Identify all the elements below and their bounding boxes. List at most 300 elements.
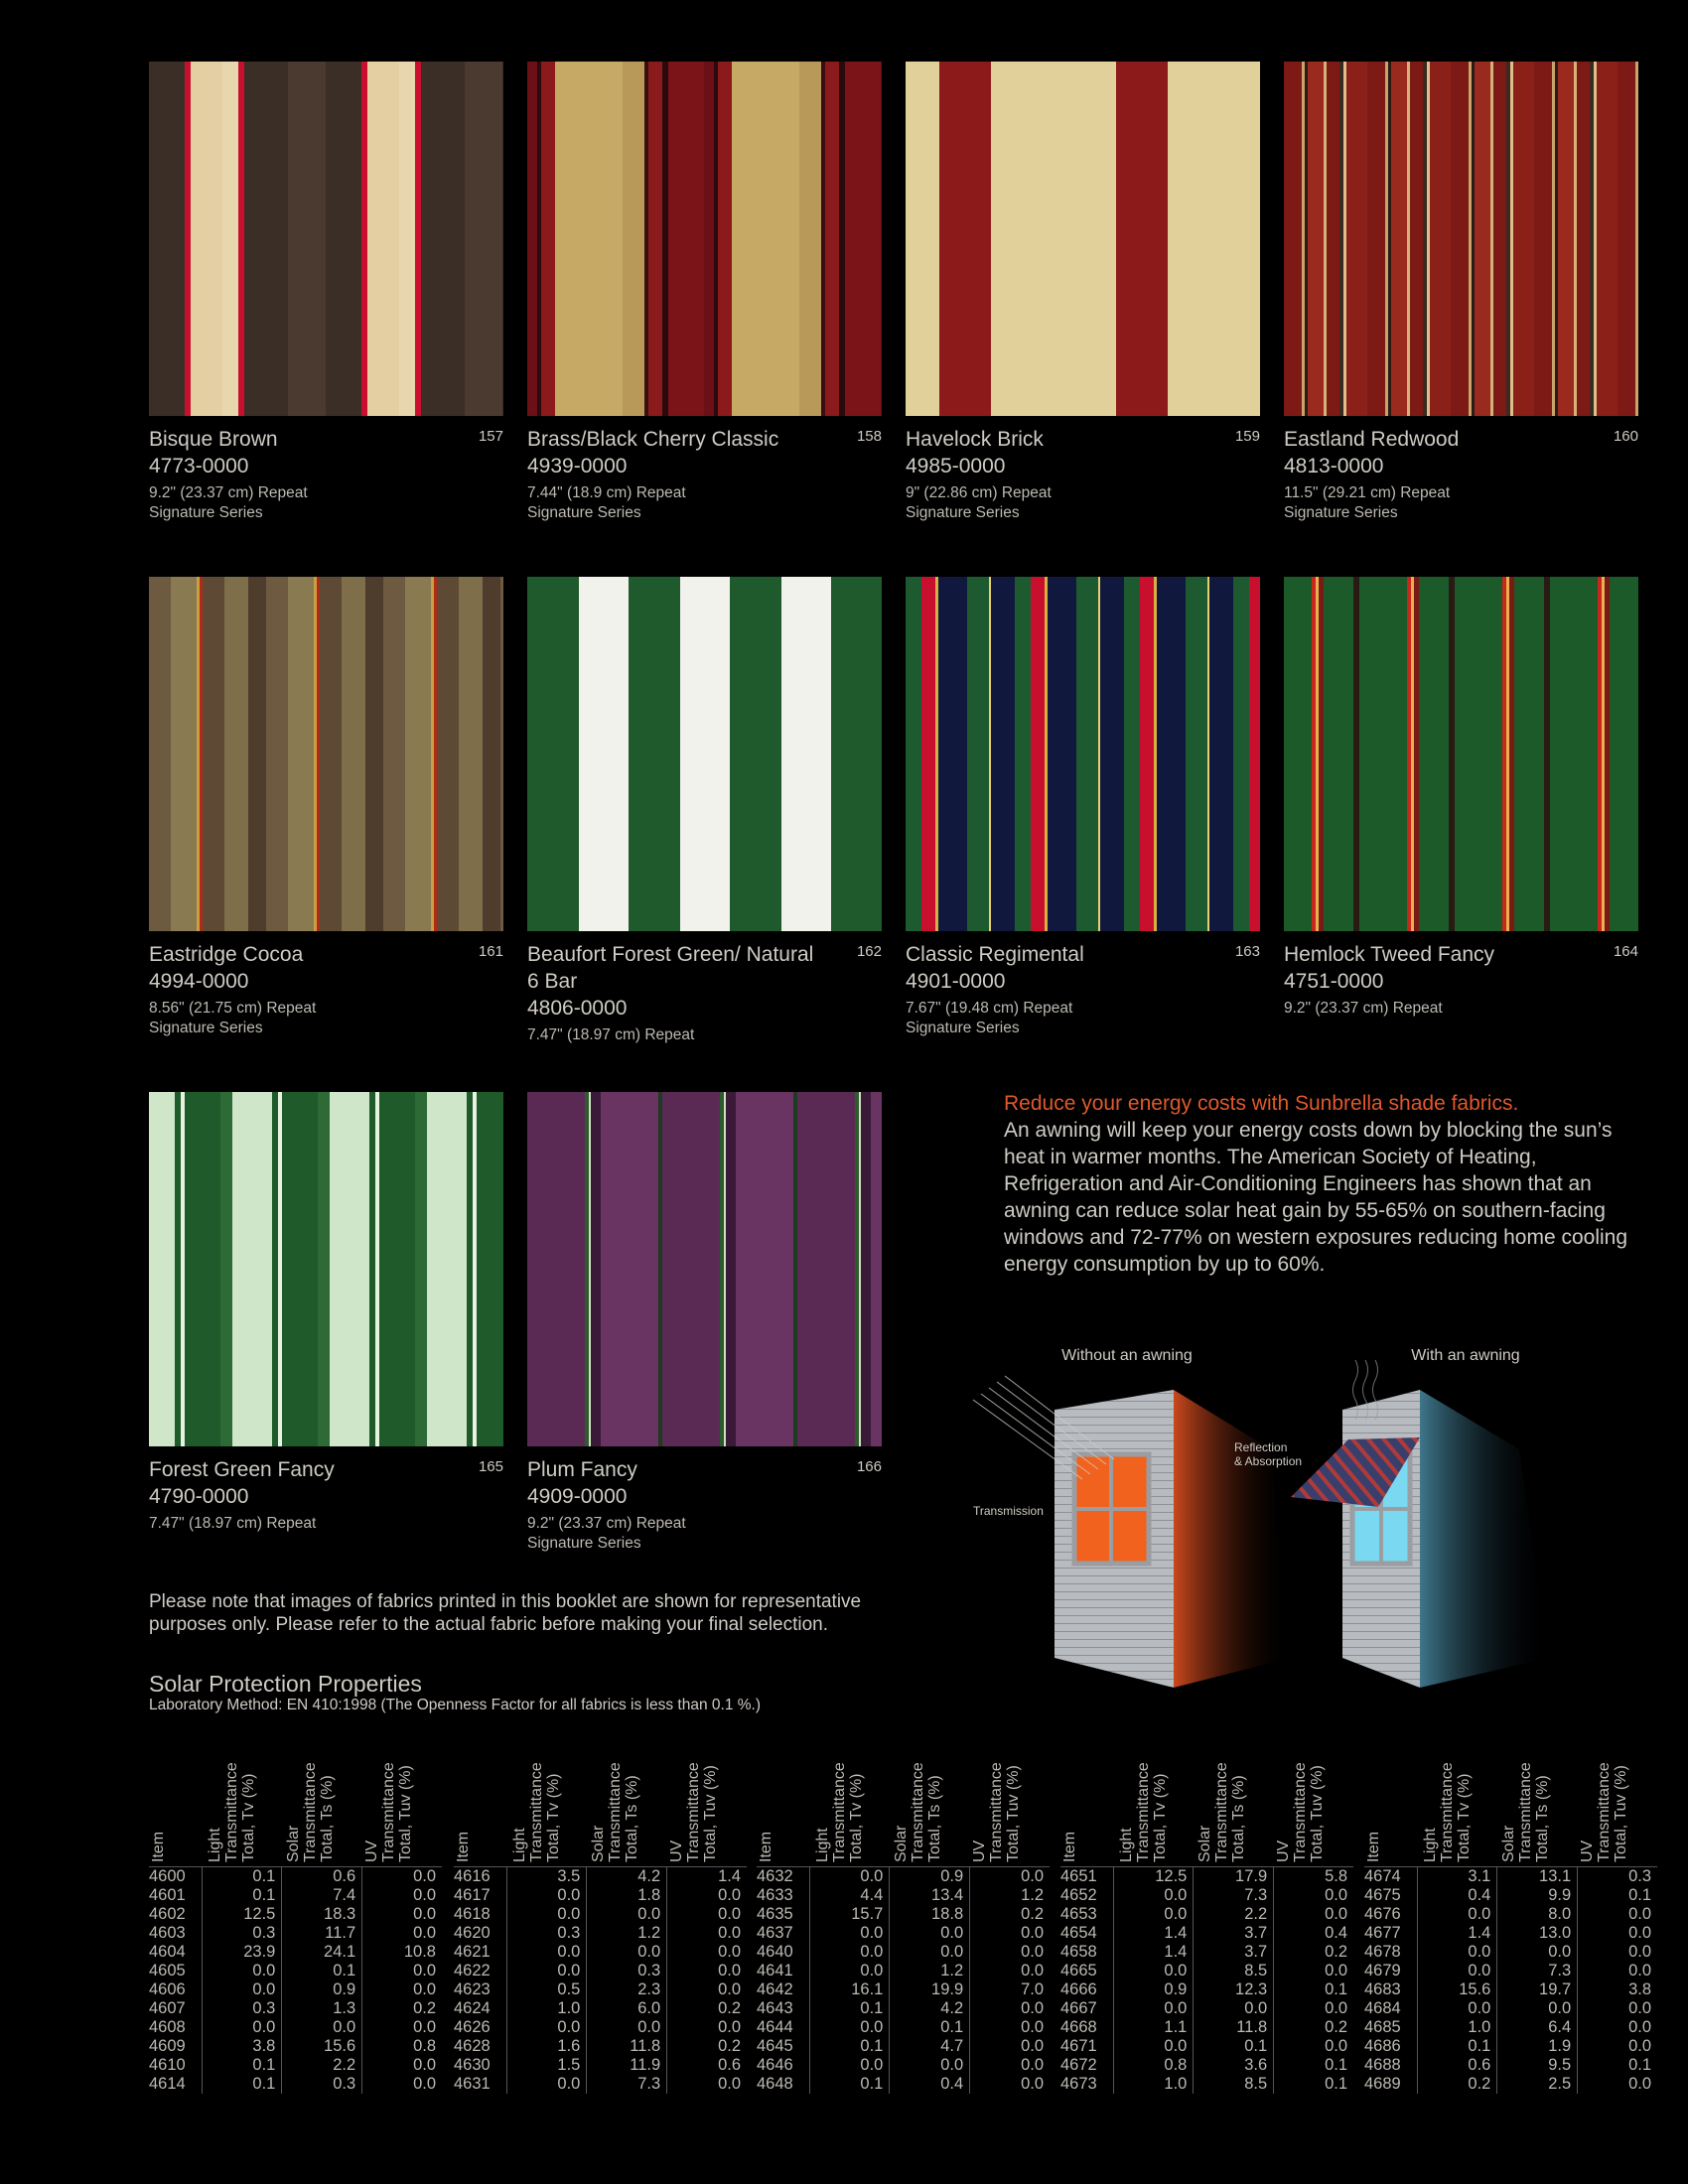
table-row <box>1060 1924 1353 1943</box>
item-cell: 4640 <box>757 1943 793 1961</box>
swatch-card <box>527 62 882 523</box>
value-cell: 1.0 <box>1113 2075 1194 2094</box>
item-cell: 4679 <box>1364 1962 1401 1979</box>
solar-table <box>757 1867 1050 2094</box>
table-row <box>1364 1943 1657 1962</box>
fabric-name: Eastland Redwood <box>1284 428 1460 451</box>
disclaimer-note: Please note that images of fabrics printed in this booklet are shown for representative purposes only. Please refer to the actual fabric before making your final selection. <box>149 1591 862 1635</box>
value-cell: 1.5 <box>506 2056 587 2075</box>
value-cell: 0.0 <box>506 1943 587 1962</box>
solar-table <box>149 1867 442 2094</box>
value-cell: 8.0 <box>1497 1905 1578 1924</box>
swatch-card <box>149 577 503 1038</box>
item-cell: 4666 <box>1060 1980 1097 1998</box>
table-row <box>149 1924 442 1943</box>
value-cell: 0.0 <box>667 1886 747 1905</box>
item-cell: 4604 <box>149 1943 186 1961</box>
value-cell: 0.1 <box>1274 1980 1353 1999</box>
table-row <box>149 1886 442 1905</box>
fabric-name: Brass/Black Cherry Classic <box>527 428 779 451</box>
item-cell: 4628 <box>454 2037 491 2055</box>
value-cell: 24.1 <box>282 1943 362 1962</box>
value-cell: 23.9 <box>202 1943 282 1962</box>
fabric-name: Havelock Brick <box>906 428 1044 451</box>
value-cell: 15.6 <box>1417 1980 1497 1999</box>
solar-method: Laboratory Method: EN 410:1998 (The Openness Factor for all fabrics is less than 0.1 %.) <box>149 1697 762 1713</box>
solar-table-group <box>757 1745 1050 2094</box>
item-cell: 4674 <box>1364 1867 1401 1885</box>
value-cell: 0.0 <box>1578 2075 1657 2094</box>
item-cell: 4668 <box>1060 2018 1097 2036</box>
value-cell: 0.2 <box>667 1999 747 2018</box>
item-cell: 4683 <box>1364 1980 1401 1998</box>
fabric-series: Signature Series <box>906 1020 1020 1036</box>
item-cell: 4677 <box>1364 1924 1401 1942</box>
value-cell: 0.0 <box>506 1905 587 1924</box>
swatch-card <box>1284 62 1638 523</box>
value-cell: 0.0 <box>1113 1886 1194 1905</box>
table-row <box>1060 2056 1353 2075</box>
item-cell: 4620 <box>454 1924 491 1942</box>
swatch-card <box>149 62 503 523</box>
item-cell: 4605 <box>149 1962 186 1979</box>
solar-header-cell: Light Transmittance Total, Tv (%) <box>1118 1762 1169 1862</box>
value-cell: 18.3 <box>282 1905 362 1924</box>
item-cell: 4652 <box>1060 1886 1097 1904</box>
fabric-swatch-image <box>1284 577 1638 931</box>
value-cell: 0.3 <box>587 1962 667 1980</box>
value-cell: 0.0 <box>667 1980 747 1999</box>
item-cell: 4617 <box>454 1886 491 1904</box>
item-cell: 4618 <box>454 1905 491 1923</box>
item-cell: 4689 <box>1364 2075 1401 2093</box>
fabric-swatch-image <box>527 577 882 931</box>
value-cell: 15.6 <box>282 2037 362 2056</box>
fabric-repeat: 9.2" (23.37 cm) Repeat <box>1284 1000 1443 1017</box>
fabric-code: 4790-0000 <box>149 1485 249 1508</box>
item-cell: 4603 <box>149 1924 186 1942</box>
value-cell: 1.2 <box>587 1924 667 1943</box>
value-cell: 0.0 <box>1113 2037 1194 2056</box>
value-cell: 0.0 <box>1417 1943 1497 1962</box>
value-cell: 0.1 <box>809 2075 890 2094</box>
value-cell: 1.6 <box>506 2037 587 2056</box>
solar-table <box>1364 1867 1657 2094</box>
item-cell: 4614 <box>149 2075 186 2093</box>
value-cell: 0.0 <box>202 1980 282 1999</box>
value-cell: 6.0 <box>587 1999 667 2018</box>
table-row <box>1060 1886 1353 1905</box>
solar-table-group <box>1060 1745 1353 2094</box>
fabric-number: 159 <box>1234 428 1260 445</box>
fabric-number: 165 <box>478 1458 503 1475</box>
fabric-swatch-image <box>906 577 1260 931</box>
value-cell: 0.0 <box>1113 1962 1194 1980</box>
value-cell: 0.0 <box>1274 1962 1353 1980</box>
value-cell: 7.0 <box>970 1980 1050 1999</box>
item-cell: 4678 <box>1364 1943 1401 1961</box>
fabric-code: 4806-0000 <box>527 997 628 1020</box>
table-row <box>757 1980 1050 1999</box>
item-cell: 4624 <box>454 1999 491 2017</box>
value-cell: 0.0 <box>1113 1999 1194 2018</box>
solar-header-cell: Item <box>1365 1831 1382 1862</box>
value-cell: 0.4 <box>1274 1924 1353 1943</box>
fabric-name: Forest Green Fancy <box>149 1458 335 1481</box>
item-cell: 4653 <box>1060 1905 1097 1923</box>
value-cell: 0.1 <box>282 1962 362 1980</box>
table-row <box>757 1924 1050 1943</box>
fabric-series: Signature Series <box>149 1020 263 1036</box>
table-row <box>1364 1962 1657 1980</box>
fabric-number: 161 <box>478 943 503 960</box>
item-cell: 4676 <box>1364 1905 1401 1923</box>
value-cell: 1.0 <box>506 1999 587 2018</box>
value-cell: 8.5 <box>1194 1962 1274 1980</box>
item-cell: 4645 <box>757 2037 793 2055</box>
value-cell: 0.0 <box>1274 1999 1353 2018</box>
value-cell: 1.2 <box>890 1962 970 1980</box>
value-cell: 0.1 <box>1578 1886 1657 1905</box>
value-cell: 0.0 <box>809 2018 890 2037</box>
value-cell: 0.0 <box>1417 1905 1497 1924</box>
value-cell: 0.6 <box>667 2056 747 2075</box>
value-cell: 0.0 <box>362 1867 442 1886</box>
value-cell: 0.3 <box>202 1999 282 2018</box>
fabric-name: Classic Regimental <box>906 943 1084 966</box>
solar-header-cell: Item <box>455 1831 472 1862</box>
fabric-number: 158 <box>856 428 882 445</box>
table-row <box>149 2075 442 2094</box>
item-cell: 4616 <box>454 1867 491 1885</box>
item-cell: 4675 <box>1364 1886 1401 1904</box>
fabric-repeat: 11.5" (29.21 cm) Repeat <box>1284 484 1451 501</box>
value-cell: 0.3 <box>202 1924 282 1943</box>
value-cell: 7.3 <box>1194 1886 1274 1905</box>
table-row <box>454 1943 747 1962</box>
table-row <box>757 1943 1050 1962</box>
table-row <box>1364 2056 1657 2075</box>
item-cell: 4665 <box>1060 1962 1097 1979</box>
value-cell: 0.3 <box>1578 1867 1657 1886</box>
fabric-code: 4751-0000 <box>1284 970 1384 993</box>
fabric-name: Hemlock Tweed Fancy <box>1284 943 1495 966</box>
value-cell: 0.0 <box>282 2018 362 2037</box>
with-awning-label: With an awning <box>1411 1347 1520 1364</box>
swatch-card <box>906 577 1260 1038</box>
item-cell: 4644 <box>757 2018 793 2036</box>
swatch-card <box>1284 577 1638 1019</box>
solar-header-cell: UV Transmittance Total, Tuv (%) <box>363 1762 414 1862</box>
table-row <box>149 2056 442 2075</box>
table-row <box>1364 1980 1657 1999</box>
table-row <box>454 1980 747 1999</box>
value-cell: 0.0 <box>1578 1905 1657 1924</box>
fabric-code: 4939-0000 <box>527 455 628 478</box>
value-cell: 11.9 <box>587 2056 667 2075</box>
fabric-swatch-image <box>906 62 1260 416</box>
table-row <box>757 1867 1050 1886</box>
value-cell: 1.9 <box>1497 2037 1578 2056</box>
fabric-name: Beaufort Forest Green/ Natural 6 Bar <box>527 943 814 993</box>
value-cell: 19.7 <box>1497 1980 1578 1999</box>
table-row <box>1060 2075 1353 2094</box>
table-row <box>149 1962 442 1980</box>
value-cell: 11.7 <box>282 1924 362 1943</box>
table-row <box>1060 1962 1353 1980</box>
value-cell: 1.8 <box>587 1886 667 1905</box>
solar-header-cell: Light Transmittance Total, Tv (%) <box>1422 1762 1473 1862</box>
fabric-swatch-image <box>527 62 882 416</box>
swatch-card <box>527 577 882 1045</box>
fabric-series: Signature Series <box>527 504 641 521</box>
value-cell: 0.0 <box>1578 1962 1657 1980</box>
value-cell: 0.0 <box>667 1924 747 1943</box>
value-cell: 0.9 <box>890 1867 970 1886</box>
item-cell: 4608 <box>149 2018 186 2036</box>
value-cell: 0.6 <box>282 1867 362 1886</box>
value-cell: 0.0 <box>1578 2018 1657 2037</box>
fabric-repeat: 7.47" (18.97 cm) Repeat <box>149 1515 317 1532</box>
value-cell: 0.1 <box>1194 2037 1274 2056</box>
value-cell: 2.3 <box>587 1980 667 1999</box>
value-cell: 0.0 <box>809 1924 890 1943</box>
solar-header-cell: Light Transmittance Total, Tv (%) <box>207 1762 257 1862</box>
table-row <box>1364 1905 1657 1924</box>
value-cell: 3.5 <box>506 1867 587 1886</box>
table-row <box>1364 1999 1657 2018</box>
value-cell: 0.0 <box>506 1886 587 1905</box>
value-cell: 0.0 <box>970 2056 1050 2075</box>
value-cell: 19.9 <box>890 1980 970 1999</box>
value-cell: 0.0 <box>1194 1999 1274 2018</box>
table-row <box>757 1905 1050 1924</box>
value-cell: 18.8 <box>890 1905 970 1924</box>
table-row <box>149 2037 442 2056</box>
table-row <box>1364 1867 1657 1886</box>
fabric-code: 4909-0000 <box>527 1485 628 1508</box>
value-cell: 3.7 <box>1194 1924 1274 1943</box>
item-cell: 4606 <box>149 1980 186 1998</box>
value-cell: 0.0 <box>970 1962 1050 1980</box>
table-row <box>1060 1905 1353 1924</box>
item-cell: 4600 <box>149 1867 186 1885</box>
value-cell: 0.0 <box>506 2018 587 2037</box>
table-row <box>149 1999 442 2018</box>
value-cell: 0.0 <box>667 2075 747 2094</box>
reflection-label: Reflection <box>1234 1440 1288 1454</box>
item-cell: 4621 <box>454 1943 491 1961</box>
item-cell: 4610 <box>149 2056 186 2074</box>
value-cell: 9.5 <box>1497 2056 1578 2075</box>
fabric-series: Signature Series <box>527 1535 641 1552</box>
solar-table-group <box>454 1745 747 2094</box>
table-row <box>149 2018 442 2037</box>
swatch-card <box>149 1092 503 1534</box>
item-cell: 4609 <box>149 2037 186 2055</box>
table-row <box>757 2018 1050 2037</box>
item-cell: 4623 <box>454 1980 491 1998</box>
heat-glow <box>1174 1390 1291 1688</box>
value-cell: 0.1 <box>202 1867 282 1886</box>
table-row <box>757 2056 1050 2075</box>
solar-header-cell: Item <box>150 1831 167 1862</box>
item-cell: 4641 <box>757 1962 793 1979</box>
value-cell: 1.2 <box>970 1886 1050 1905</box>
value-cell: 1.4 <box>667 1867 747 1886</box>
swatch-card <box>906 62 1260 523</box>
value-cell: 1.4 <box>1113 1943 1194 1962</box>
table-row <box>454 1999 747 2018</box>
value-cell: 9.9 <box>1497 1886 1578 1905</box>
item-cell: 4648 <box>757 2075 793 2093</box>
value-cell: 0.0 <box>1578 1924 1657 1943</box>
item-cell: 4631 <box>454 2075 491 2093</box>
value-cell: 10.8 <box>362 1943 442 1962</box>
value-cell: 3.8 <box>1578 1980 1657 1999</box>
value-cell: 0.0 <box>362 1980 442 1999</box>
absorption-label: & Absorption <box>1234 1454 1303 1468</box>
table-row <box>1060 2037 1353 2056</box>
value-cell: 3.1 <box>1417 1867 1497 1886</box>
item-cell: 4607 <box>149 1999 186 2017</box>
value-cell: 0.2 <box>362 1999 442 2018</box>
value-cell: 0.0 <box>1497 1999 1578 2018</box>
table-row <box>1060 1943 1353 1962</box>
swatch-card <box>527 1092 882 1554</box>
value-cell: 0.2 <box>1274 1943 1353 1962</box>
item-cell: 4686 <box>1364 2037 1401 2055</box>
value-cell: 0.0 <box>970 2075 1050 2094</box>
fabric-number: 157 <box>478 428 503 445</box>
fabric-name: Bisque Brown <box>149 428 278 451</box>
item-cell: 4646 <box>757 2056 793 2074</box>
value-cell: 11.8 <box>1194 2018 1274 2037</box>
value-cell: 0.1 <box>202 2056 282 2075</box>
table-row <box>149 1943 442 1962</box>
value-cell: 12.5 <box>202 1905 282 1924</box>
item-cell: 4602 <box>149 1905 186 1923</box>
value-cell: 1.4 <box>1113 1924 1194 1943</box>
solar-header-cell: Item <box>1061 1831 1078 1862</box>
value-cell: 0.0 <box>809 1867 890 1886</box>
item-cell: 4671 <box>1060 2037 1097 2055</box>
table-row <box>1364 1886 1657 1905</box>
value-cell: 0.0 <box>362 2018 442 2037</box>
value-cell: 8.5 <box>1194 2075 1274 2094</box>
value-cell: 0.9 <box>282 1980 362 1999</box>
value-cell: 0.0 <box>1417 1999 1497 2018</box>
table-row <box>757 1962 1050 1980</box>
item-cell: 4633 <box>757 1886 793 1904</box>
value-cell: 0.0 <box>1274 2037 1353 2056</box>
value-cell: 0.3 <box>282 2075 362 2094</box>
value-cell: 0.0 <box>1578 1943 1657 1962</box>
table-row <box>1060 2018 1353 2037</box>
item-cell: 4642 <box>757 1980 793 1998</box>
fabric-repeat: 7.44" (18.9 cm) Repeat <box>527 484 686 501</box>
table-row <box>454 1905 747 1924</box>
value-cell: 0.2 <box>667 2037 747 2056</box>
item-cell: 4673 <box>1060 2075 1097 2093</box>
value-cell: 0.0 <box>202 1962 282 1980</box>
item-cell: 4630 <box>454 2056 491 2074</box>
fabric-number: 163 <box>1234 943 1260 960</box>
value-cell: 0.1 <box>202 2075 282 2094</box>
value-cell: 3.6 <box>1194 2056 1274 2075</box>
value-cell: 0.0 <box>667 1905 747 1924</box>
value-cell: 15.7 <box>809 1905 890 1924</box>
value-cell: 0.0 <box>202 2018 282 2037</box>
value-cell: 0.9 <box>1113 1980 1194 1999</box>
fabric-name: Eastridge Cocoa <box>149 943 304 966</box>
table-row <box>757 1999 1050 2018</box>
item-cell: 4626 <box>454 2018 491 2036</box>
table-row <box>1060 1980 1353 1999</box>
solar-header-cell: Light Transmittance Total, Tv (%) <box>511 1762 562 1862</box>
value-cell: 0.0 <box>362 1962 442 1980</box>
value-cell: 0.0 <box>890 1943 970 1962</box>
solar-header-cell: Light Transmittance Total, Tv (%) <box>814 1762 865 1862</box>
fabric-swatch-image <box>1284 62 1638 416</box>
solar-header-cell: UV Transmittance Total, Tuv (%) <box>971 1762 1022 1862</box>
value-cell: 0.5 <box>506 1980 587 1999</box>
without-awning-label: Without an awning <box>1061 1347 1193 1364</box>
fabric-series: Signature Series <box>1284 504 1398 521</box>
value-cell: 17.9 <box>1194 1867 1274 1886</box>
solar-header-cell: UV Transmittance Total, Tuv (%) <box>1275 1762 1326 1862</box>
value-cell: 13.0 <box>1497 1924 1578 1943</box>
solar-table-header <box>454 1745 747 1867</box>
value-cell: 16.1 <box>809 1980 890 1999</box>
table-row <box>149 1905 442 1924</box>
value-cell: 0.0 <box>1497 1943 1578 1962</box>
table-row <box>149 1867 442 1886</box>
fabric-swatch-image <box>149 1092 503 1446</box>
fabric-number: 166 <box>856 1458 882 1475</box>
value-cell: 0.0 <box>587 2018 667 2037</box>
value-cell: 0.0 <box>362 1886 442 1905</box>
value-cell: 0.1 <box>809 1999 890 2018</box>
solar-table <box>454 1867 747 2094</box>
transmission-label: Transmission <box>973 1504 1044 1518</box>
item-cell: 4601 <box>149 1886 186 1904</box>
item-cell: 4658 <box>1060 1943 1097 1961</box>
value-cell: 7.3 <box>587 2075 667 2094</box>
table-row <box>757 2075 1050 2094</box>
value-cell: 0.0 <box>1578 2037 1657 2056</box>
value-cell: 1.4 <box>1417 1924 1497 1943</box>
value-cell: 12.5 <box>1113 1867 1194 1886</box>
value-cell: 5.8 <box>1274 1867 1353 1886</box>
solar-table-header <box>1060 1745 1353 1867</box>
value-cell: 0.0 <box>587 1905 667 1924</box>
value-cell: 0.0 <box>970 1999 1050 2018</box>
fabric-code: 4901-0000 <box>906 970 1006 993</box>
fabric-repeat: 7.47" (18.97 cm) Repeat <box>527 1026 695 1043</box>
item-cell: 4654 <box>1060 1924 1097 1942</box>
item-cell: 4637 <box>757 1924 793 1942</box>
value-cell: 6.4 <box>1497 2018 1578 2037</box>
value-cell: 0.0 <box>970 1867 1050 1886</box>
value-cell: 0.0 <box>506 1962 587 1980</box>
value-cell: 0.1 <box>890 2018 970 2037</box>
value-cell: 0.0 <box>362 2075 442 2094</box>
value-cell: 0.4 <box>1417 1886 1497 1905</box>
item-cell: 4622 <box>454 1962 491 1979</box>
solar-table-group <box>149 1745 442 2094</box>
value-cell: 0.0 <box>1274 1905 1353 1924</box>
